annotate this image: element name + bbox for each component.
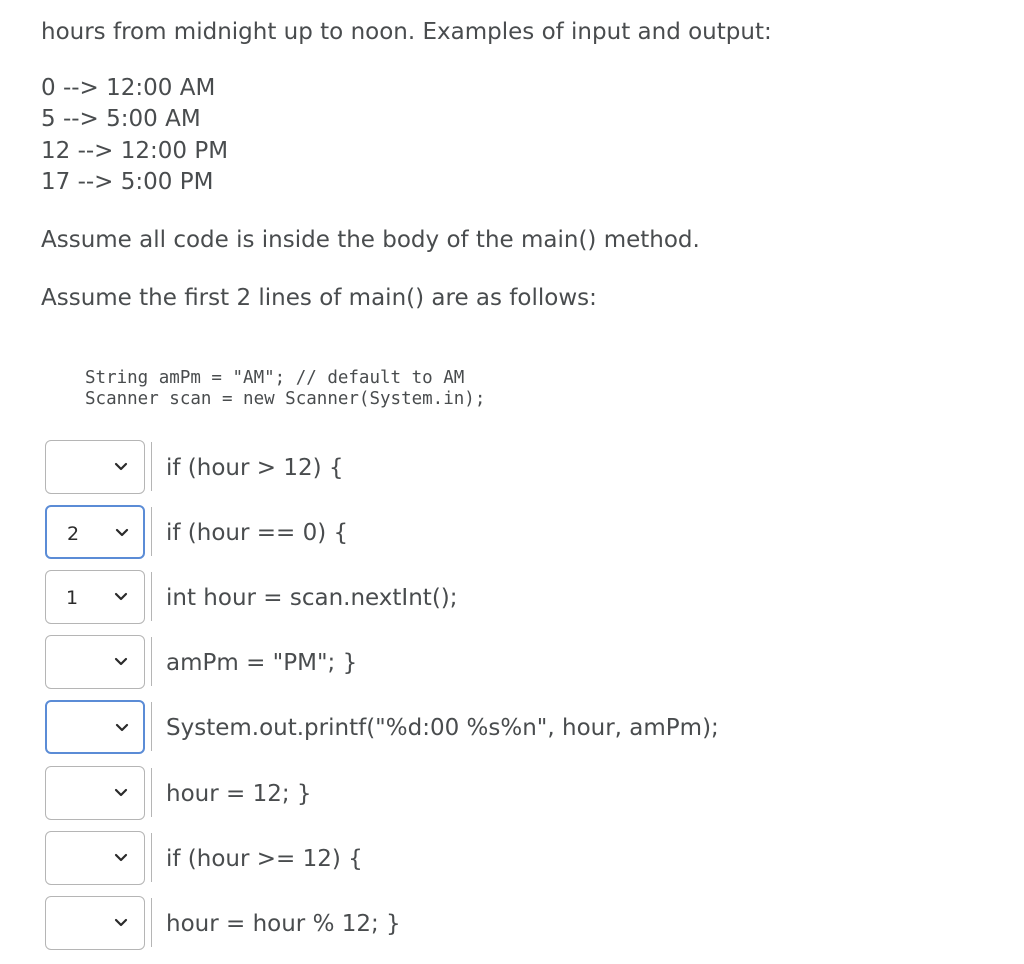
statement-text: if (hour >= 12) { bbox=[166, 846, 363, 872]
ordering-row bbox=[0, 440, 1024, 498]
chevron-down-icon bbox=[114, 657, 128, 667]
selected-value: 1 bbox=[66, 587, 79, 609]
order-select[interactable] bbox=[45, 505, 145, 559]
order-select[interactable] bbox=[45, 700, 145, 754]
row-divider bbox=[151, 442, 152, 491]
ordering-row bbox=[0, 766, 1024, 824]
row-divider bbox=[151, 702, 152, 751]
statement-text: int hour = scan.nextInt(); bbox=[166, 585, 458, 611]
order-select[interactable] bbox=[45, 635, 145, 689]
chevron-down-icon bbox=[114, 853, 128, 863]
example-line: 17 --> 5:00 PM bbox=[41, 169, 214, 195]
order-select[interactable] bbox=[45, 831, 145, 885]
statement-text: amPm = "PM"; } bbox=[166, 650, 358, 676]
code-line: Scanner scan = new Scanner(System.in); bbox=[85, 389, 486, 409]
code-line: String amPm = "AM"; // default to AM bbox=[85, 368, 465, 388]
example-line: 12 --> 12:00 PM bbox=[41, 138, 229, 164]
intro-text: hours from midnight up to noon. Examples of input and output: bbox=[41, 19, 772, 45]
example-line: 0 --> 12:00 AM bbox=[41, 75, 216, 101]
ordering-row bbox=[0, 635, 1024, 693]
row-divider bbox=[151, 768, 152, 817]
example-line: 5 --> 5:00 AM bbox=[41, 106, 201, 132]
statement-text: hour = hour % 12; } bbox=[166, 911, 401, 937]
chevron-down-icon bbox=[115, 528, 129, 538]
assume-lines-text: Assume the first 2 lines of main() are as follows: bbox=[41, 285, 597, 311]
chevron-down-icon bbox=[114, 462, 128, 472]
ordering-row bbox=[0, 831, 1024, 889]
row-divider bbox=[151, 572, 152, 621]
order-select[interactable] bbox=[45, 766, 145, 820]
chevron-down-icon bbox=[114, 918, 128, 928]
order-select[interactable] bbox=[45, 440, 145, 494]
chevron-down-icon bbox=[114, 788, 128, 798]
code-block bbox=[85, 368, 485, 410]
ordering-row bbox=[0, 570, 1024, 628]
row-divider bbox=[151, 833, 152, 882]
row-divider bbox=[151, 637, 152, 686]
assume-body-text: Assume all code is inside the body of the main() method. bbox=[41, 227, 700, 253]
row-divider bbox=[151, 507, 152, 556]
order-select[interactable] bbox=[45, 896, 145, 950]
row-divider bbox=[151, 898, 152, 947]
selected-value: 2 bbox=[67, 523, 80, 545]
chevron-down-icon bbox=[115, 723, 129, 733]
statement-text: if (hour > 12) { bbox=[166, 455, 344, 481]
ordering-row bbox=[0, 896, 1024, 954]
chevron-down-icon bbox=[114, 592, 128, 602]
ordering-row bbox=[0, 700, 1024, 758]
statement-text: System.out.printf("%d:00 %s%n", hour, amPm); bbox=[166, 715, 719, 741]
order-select[interactable] bbox=[45, 570, 145, 624]
ordering-row bbox=[0, 505, 1024, 563]
statement-text: hour = 12; } bbox=[166, 781, 312, 807]
statement-text: if (hour == 0) { bbox=[166, 520, 349, 546]
